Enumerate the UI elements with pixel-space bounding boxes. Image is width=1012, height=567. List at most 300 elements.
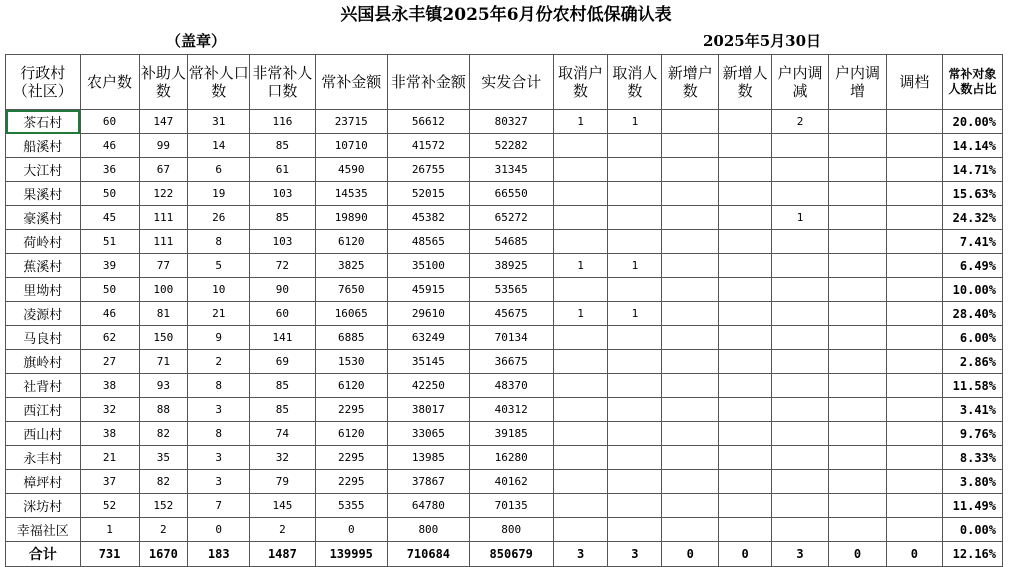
cell[interactable]: 26755 xyxy=(387,158,469,182)
cell[interactable] xyxy=(886,518,942,542)
cell[interactable]: 14 xyxy=(188,134,250,158)
cell[interactable]: 7.41% xyxy=(942,230,1002,254)
cell[interactable] xyxy=(772,134,829,158)
village-name-cell[interactable]: 蕉溪村 xyxy=(6,254,81,278)
cell[interactable]: 42250 xyxy=(387,374,469,398)
cell[interactable] xyxy=(772,254,829,278)
cell[interactable] xyxy=(886,326,942,350)
cell[interactable]: 63249 xyxy=(387,326,469,350)
cell[interactable] xyxy=(828,494,886,518)
cell[interactable]: 32 xyxy=(80,398,139,422)
cell[interactable]: 0 xyxy=(315,518,387,542)
cell[interactable] xyxy=(886,350,942,374)
cell[interactable]: 35 xyxy=(139,446,188,470)
cell[interactable]: 10.00% xyxy=(942,278,1002,302)
cell[interactable] xyxy=(828,302,886,326)
village-name-cell[interactable]: 西江村 xyxy=(6,398,81,422)
cell[interactable] xyxy=(662,422,719,446)
village-name-cell[interactable]: 洣坊村 xyxy=(6,494,81,518)
village-name-cell[interactable]: 船溪村 xyxy=(6,134,81,158)
cell[interactable] xyxy=(828,350,886,374)
cell[interactable]: 37867 xyxy=(387,470,469,494)
cell[interactable]: 2 xyxy=(139,518,188,542)
cell[interactable] xyxy=(828,374,886,398)
cell[interactable] xyxy=(608,134,662,158)
cell[interactable]: 82 xyxy=(139,470,188,494)
cell[interactable]: 46 xyxy=(80,302,139,326)
header-cell[interactable]: 行政村（社区） xyxy=(6,55,81,110)
cell[interactable] xyxy=(608,278,662,302)
cell[interactable] xyxy=(662,518,719,542)
cell[interactable]: 27 xyxy=(80,350,139,374)
cell[interactable] xyxy=(608,326,662,350)
cell[interactable]: 19 xyxy=(188,182,250,206)
cell[interactable] xyxy=(719,494,772,518)
cell[interactable]: 85 xyxy=(250,134,315,158)
cell[interactable]: 合计 xyxy=(6,542,81,567)
cell[interactable]: 3825 xyxy=(315,254,387,278)
cell[interactable] xyxy=(886,398,942,422)
cell[interactable]: 45675 xyxy=(469,302,553,326)
cell[interactable]: 35145 xyxy=(387,350,469,374)
cell[interactable] xyxy=(772,278,829,302)
cell[interactable]: 80327 xyxy=(469,110,553,134)
cell[interactable] xyxy=(828,470,886,494)
cell[interactable] xyxy=(608,158,662,182)
cell[interactable]: 90 xyxy=(250,278,315,302)
cell[interactable] xyxy=(553,350,608,374)
village-name-cell[interactable]: 旗岭村 xyxy=(6,350,81,374)
cell[interactable]: 48565 xyxy=(387,230,469,254)
cell[interactable] xyxy=(719,302,772,326)
cell[interactable]: 141 xyxy=(250,326,315,350)
cell[interactable] xyxy=(719,518,772,542)
cell[interactable]: 56612 xyxy=(387,110,469,134)
cell[interactable]: 10 xyxy=(188,278,250,302)
village-name-cell[interactable]: 社背村 xyxy=(6,374,81,398)
cell[interactable]: 8 xyxy=(188,230,250,254)
village-name-cell[interactable]: 马良村 xyxy=(6,326,81,350)
cell[interactable] xyxy=(608,206,662,230)
cell[interactable] xyxy=(828,518,886,542)
cell[interactable]: 6 xyxy=(188,158,250,182)
cell[interactable]: 71 xyxy=(139,350,188,374)
cell[interactable]: 38017 xyxy=(387,398,469,422)
cell[interactable] xyxy=(886,278,942,302)
header-cell[interactable]: 常补人口数 xyxy=(188,55,250,110)
cell[interactable] xyxy=(719,206,772,230)
cell[interactable]: 3 xyxy=(188,398,250,422)
cell[interactable] xyxy=(772,374,829,398)
cell[interactable]: 0 xyxy=(662,542,719,567)
cell[interactable]: 183 xyxy=(188,542,250,567)
cell[interactable]: 39 xyxy=(80,254,139,278)
cell[interactable]: 1 xyxy=(608,254,662,278)
cell[interactable] xyxy=(828,446,886,470)
cell[interactable]: 24.32% xyxy=(942,206,1002,230)
cell[interactable] xyxy=(662,494,719,518)
cell[interactable]: 10710 xyxy=(315,134,387,158)
cell[interactable]: 21 xyxy=(188,302,250,326)
cell[interactable] xyxy=(886,470,942,494)
cell[interactable]: 50 xyxy=(80,182,139,206)
cell[interactable] xyxy=(553,374,608,398)
cell[interactable]: 7 xyxy=(188,494,250,518)
cell[interactable]: 2 xyxy=(772,110,829,134)
cell[interactable]: 1 xyxy=(608,110,662,134)
cell[interactable]: 29610 xyxy=(387,302,469,326)
header-cell[interactable]: 新增人数 xyxy=(719,55,772,110)
village-name-cell[interactable]: 大江村 xyxy=(6,158,81,182)
cell[interactable] xyxy=(772,470,829,494)
cell[interactable]: 38 xyxy=(80,374,139,398)
cell[interactable]: 1 xyxy=(553,254,608,278)
village-name-cell[interactable]: 里坳村 xyxy=(6,278,81,302)
cell[interactable] xyxy=(719,230,772,254)
village-name-cell[interactable]: 果溪村 xyxy=(6,182,81,206)
cell[interactable]: 51 xyxy=(80,230,139,254)
cell[interactable] xyxy=(828,398,886,422)
cell[interactable] xyxy=(886,302,942,326)
cell[interactable]: 31 xyxy=(188,110,250,134)
cell[interactable]: 39185 xyxy=(469,422,553,446)
cell[interactable] xyxy=(719,158,772,182)
cell[interactable]: 11.58% xyxy=(942,374,1002,398)
village-name-cell[interactable]: 茶石村 xyxy=(6,110,81,134)
cell[interactable]: 3 xyxy=(772,542,829,567)
cell[interactable]: 52 xyxy=(80,494,139,518)
cell[interactable] xyxy=(886,182,942,206)
cell[interactable]: 103 xyxy=(250,182,315,206)
cell[interactable] xyxy=(719,374,772,398)
cell[interactable]: 60 xyxy=(80,110,139,134)
header-cell[interactable]: 实发合计 xyxy=(469,55,553,110)
cell[interactable]: 3.80% xyxy=(942,470,1002,494)
cell[interactable] xyxy=(608,470,662,494)
cell[interactable] xyxy=(608,494,662,518)
cell[interactable] xyxy=(719,422,772,446)
header-cell[interactable]: 非常补人口数 xyxy=(250,55,315,110)
village-name-cell[interactable]: 樟坪村 xyxy=(6,470,81,494)
cell[interactable] xyxy=(662,254,719,278)
cell[interactable]: 1670 xyxy=(139,542,188,567)
cell[interactable]: 45 xyxy=(80,206,139,230)
cell[interactable] xyxy=(886,230,942,254)
cell[interactable]: 79 xyxy=(250,470,315,494)
cell[interactable] xyxy=(772,494,829,518)
cell[interactable] xyxy=(553,398,608,422)
cell[interactable]: 53565 xyxy=(469,278,553,302)
cell[interactable] xyxy=(608,518,662,542)
village-name-cell[interactable]: 豪溪村 xyxy=(6,206,81,230)
cell[interactable] xyxy=(772,446,829,470)
cell[interactable] xyxy=(772,158,829,182)
cell[interactable] xyxy=(662,446,719,470)
cell[interactable]: 2295 xyxy=(315,446,387,470)
cell[interactable] xyxy=(719,350,772,374)
village-name-cell[interactable]: 西山村 xyxy=(6,422,81,446)
cell[interactable]: 72 xyxy=(250,254,315,278)
cell[interactable]: 74 xyxy=(250,422,315,446)
cell[interactable]: 122 xyxy=(139,182,188,206)
cell[interactable]: 850679 xyxy=(469,542,553,567)
cell[interactable]: 116 xyxy=(250,110,315,134)
cell[interactable] xyxy=(828,422,886,446)
header-cell[interactable]: 取消人数 xyxy=(608,55,662,110)
cell[interactable] xyxy=(662,182,719,206)
cell[interactable]: 9.76% xyxy=(942,422,1002,446)
cell[interactable] xyxy=(553,422,608,446)
header-cell[interactable]: 取消户数 xyxy=(553,55,608,110)
cell[interactable]: 77 xyxy=(139,254,188,278)
cell[interactable] xyxy=(772,302,829,326)
cell[interactable]: 3 xyxy=(188,446,250,470)
cell[interactable]: 40312 xyxy=(469,398,553,422)
cell[interactable] xyxy=(772,230,829,254)
cell[interactable] xyxy=(828,230,886,254)
header-cell[interactable]: 调档 xyxy=(886,55,942,110)
cell[interactable]: 800 xyxy=(469,518,553,542)
header-cell[interactable]: 补助人数 xyxy=(139,55,188,110)
cell[interactable]: 12.16% xyxy=(942,542,1002,567)
cell[interactable]: 70135 xyxy=(469,494,553,518)
cell[interactable] xyxy=(719,470,772,494)
cell[interactable]: 16065 xyxy=(315,302,387,326)
cell[interactable]: 14535 xyxy=(315,182,387,206)
cell[interactable]: 54685 xyxy=(469,230,553,254)
cell[interactable]: 1530 xyxy=(315,350,387,374)
cell[interactable] xyxy=(662,326,719,350)
cell[interactable]: 38925 xyxy=(469,254,553,278)
cell[interactable]: 11.49% xyxy=(942,494,1002,518)
cell[interactable] xyxy=(719,182,772,206)
cell[interactable]: 1 xyxy=(608,302,662,326)
cell[interactable] xyxy=(886,254,942,278)
cell[interactable]: 2 xyxy=(250,518,315,542)
cell[interactable] xyxy=(828,158,886,182)
cell[interactable] xyxy=(608,182,662,206)
cell[interactable] xyxy=(719,398,772,422)
cell[interactable]: 67 xyxy=(139,158,188,182)
cell[interactable]: 69 xyxy=(250,350,315,374)
cell[interactable]: 36675 xyxy=(469,350,553,374)
cell[interactable]: 85 xyxy=(250,206,315,230)
cell[interactable] xyxy=(886,110,942,134)
cell[interactable] xyxy=(828,134,886,158)
cell[interactable] xyxy=(772,350,829,374)
cell[interactable] xyxy=(772,422,829,446)
cell[interactable]: 8 xyxy=(188,422,250,446)
cell[interactable] xyxy=(886,206,942,230)
cell[interactable]: 48370 xyxy=(469,374,553,398)
cell[interactable]: 0 xyxy=(719,542,772,567)
cell[interactable]: 2 xyxy=(188,350,250,374)
cell[interactable]: 26 xyxy=(188,206,250,230)
cell[interactable] xyxy=(608,422,662,446)
cell[interactable]: 1 xyxy=(80,518,139,542)
cell[interactable]: 150 xyxy=(139,326,188,350)
cell[interactable]: 4590 xyxy=(315,158,387,182)
cell[interactable]: 0 xyxy=(188,518,250,542)
village-name-cell[interactable]: 幸福社区 xyxy=(6,518,81,542)
cell[interactable] xyxy=(662,230,719,254)
cell[interactable]: 31345 xyxy=(469,158,553,182)
cell[interactable] xyxy=(828,326,886,350)
cell[interactable] xyxy=(662,278,719,302)
cell[interactable]: 147 xyxy=(139,110,188,134)
cell[interactable] xyxy=(719,110,772,134)
cell[interactable] xyxy=(886,134,942,158)
cell[interactable]: 2.86% xyxy=(942,350,1002,374)
cell[interactable]: 800 xyxy=(387,518,469,542)
cell[interactable] xyxy=(553,206,608,230)
cell[interactable]: 3.41% xyxy=(942,398,1002,422)
cell[interactable]: 45382 xyxy=(387,206,469,230)
cell[interactable]: 61 xyxy=(250,158,315,182)
cell[interactable]: 9 xyxy=(188,326,250,350)
cell[interactable]: 710684 xyxy=(387,542,469,567)
cell[interactable]: 85 xyxy=(250,374,315,398)
cell[interactable]: 6.00% xyxy=(942,326,1002,350)
cell[interactable]: 85 xyxy=(250,398,315,422)
cell[interactable]: 7650 xyxy=(315,278,387,302)
cell[interactable]: 6120 xyxy=(315,422,387,446)
cell[interactable]: 40162 xyxy=(469,470,553,494)
cell[interactable] xyxy=(662,110,719,134)
cell[interactable] xyxy=(719,278,772,302)
cell[interactable]: 88 xyxy=(139,398,188,422)
cell[interactable] xyxy=(608,446,662,470)
cell[interactable]: 111 xyxy=(139,230,188,254)
cell[interactable]: 45915 xyxy=(387,278,469,302)
cell[interactable]: 14.71% xyxy=(942,158,1002,182)
cell[interactable] xyxy=(553,158,608,182)
cell[interactable]: 15.63% xyxy=(942,182,1002,206)
village-name-cell[interactable]: 永丰村 xyxy=(6,446,81,470)
cell[interactable]: 65272 xyxy=(469,206,553,230)
cell[interactable]: 19890 xyxy=(315,206,387,230)
cell[interactable] xyxy=(662,206,719,230)
cell[interactable] xyxy=(662,374,719,398)
header-cell[interactable]: 户内调增 xyxy=(828,55,886,110)
cell[interactable] xyxy=(886,446,942,470)
cell[interactable] xyxy=(608,374,662,398)
cell[interactable]: 111 xyxy=(139,206,188,230)
cell[interactable] xyxy=(553,494,608,518)
cell[interactable] xyxy=(662,470,719,494)
cell[interactable] xyxy=(662,350,719,374)
cell[interactable] xyxy=(553,326,608,350)
cell[interactable] xyxy=(772,182,829,206)
cell[interactable]: 99 xyxy=(139,134,188,158)
cell[interactable] xyxy=(772,398,829,422)
cell[interactable] xyxy=(828,182,886,206)
cell[interactable] xyxy=(553,446,608,470)
cell[interactable]: 1 xyxy=(553,110,608,134)
cell[interactable] xyxy=(553,182,608,206)
cell[interactable] xyxy=(828,110,886,134)
cell[interactable]: 50 xyxy=(80,278,139,302)
cell[interactable] xyxy=(886,494,942,518)
cell[interactable] xyxy=(828,206,886,230)
cell[interactable] xyxy=(553,518,608,542)
cell[interactable]: 35100 xyxy=(387,254,469,278)
cell[interactable] xyxy=(608,350,662,374)
cell[interactable]: 52015 xyxy=(387,182,469,206)
header-cell[interactable]: 新增户数 xyxy=(662,55,719,110)
cell[interactable]: 81 xyxy=(139,302,188,326)
cell[interactable] xyxy=(608,230,662,254)
village-name-cell[interactable]: 凌源村 xyxy=(6,302,81,326)
cell[interactable] xyxy=(608,398,662,422)
cell[interactable] xyxy=(553,278,608,302)
cell[interactable] xyxy=(553,230,608,254)
cell[interactable]: 52282 xyxy=(469,134,553,158)
cell[interactable]: 60 xyxy=(250,302,315,326)
header-cell[interactable]: 常补金额 xyxy=(315,55,387,110)
cell[interactable] xyxy=(719,134,772,158)
cell[interactable]: 41572 xyxy=(387,134,469,158)
cell[interactable]: 93 xyxy=(139,374,188,398)
cell[interactable]: 6.49% xyxy=(942,254,1002,278)
cell[interactable]: 66550 xyxy=(469,182,553,206)
cell[interactable] xyxy=(719,326,772,350)
cell[interactable] xyxy=(662,158,719,182)
cell[interactable]: 8 xyxy=(188,374,250,398)
cell[interactable]: 8.33% xyxy=(942,446,1002,470)
cell[interactable] xyxy=(553,470,608,494)
cell[interactable]: 37 xyxy=(80,470,139,494)
cell[interactable]: 70134 xyxy=(469,326,553,350)
cell[interactable]: 0 xyxy=(886,542,942,567)
header-cell[interactable]: 常补对象人数占比 xyxy=(942,55,1002,110)
cell[interactable]: 23715 xyxy=(315,110,387,134)
cell[interactable]: 2295 xyxy=(315,398,387,422)
cell[interactable]: 0 xyxy=(828,542,886,567)
cell[interactable]: 6120 xyxy=(315,374,387,398)
cell[interactable]: 5355 xyxy=(315,494,387,518)
cell[interactable]: 0.00% xyxy=(942,518,1002,542)
cell[interactable]: 36 xyxy=(80,158,139,182)
cell[interactable] xyxy=(772,518,829,542)
cell[interactable] xyxy=(662,398,719,422)
cell[interactable]: 2295 xyxy=(315,470,387,494)
cell[interactable]: 152 xyxy=(139,494,188,518)
cell[interactable]: 3 xyxy=(553,542,608,567)
cell[interactable]: 100 xyxy=(139,278,188,302)
cell[interactable]: 731 xyxy=(80,542,139,567)
cell[interactable]: 33065 xyxy=(387,422,469,446)
cell[interactable]: 82 xyxy=(139,422,188,446)
header-cell[interactable]: 户内调减 xyxy=(772,55,829,110)
cell[interactable]: 13985 xyxy=(387,446,469,470)
cell[interactable] xyxy=(886,374,942,398)
cell[interactable]: 14.14% xyxy=(942,134,1002,158)
cell[interactable]: 6120 xyxy=(315,230,387,254)
cell[interactable]: 5 xyxy=(188,254,250,278)
cell[interactable] xyxy=(719,254,772,278)
cell[interactable] xyxy=(828,278,886,302)
cell[interactable]: 62 xyxy=(80,326,139,350)
village-name-cell[interactable]: 荷岭村 xyxy=(6,230,81,254)
cell[interactable] xyxy=(886,422,942,446)
cell[interactable]: 21 xyxy=(80,446,139,470)
cell[interactable]: 38 xyxy=(80,422,139,446)
cell[interactable]: 1 xyxy=(772,206,829,230)
cell[interactable]: 103 xyxy=(250,230,315,254)
cell[interactable]: 145 xyxy=(250,494,315,518)
cell[interactable] xyxy=(772,326,829,350)
